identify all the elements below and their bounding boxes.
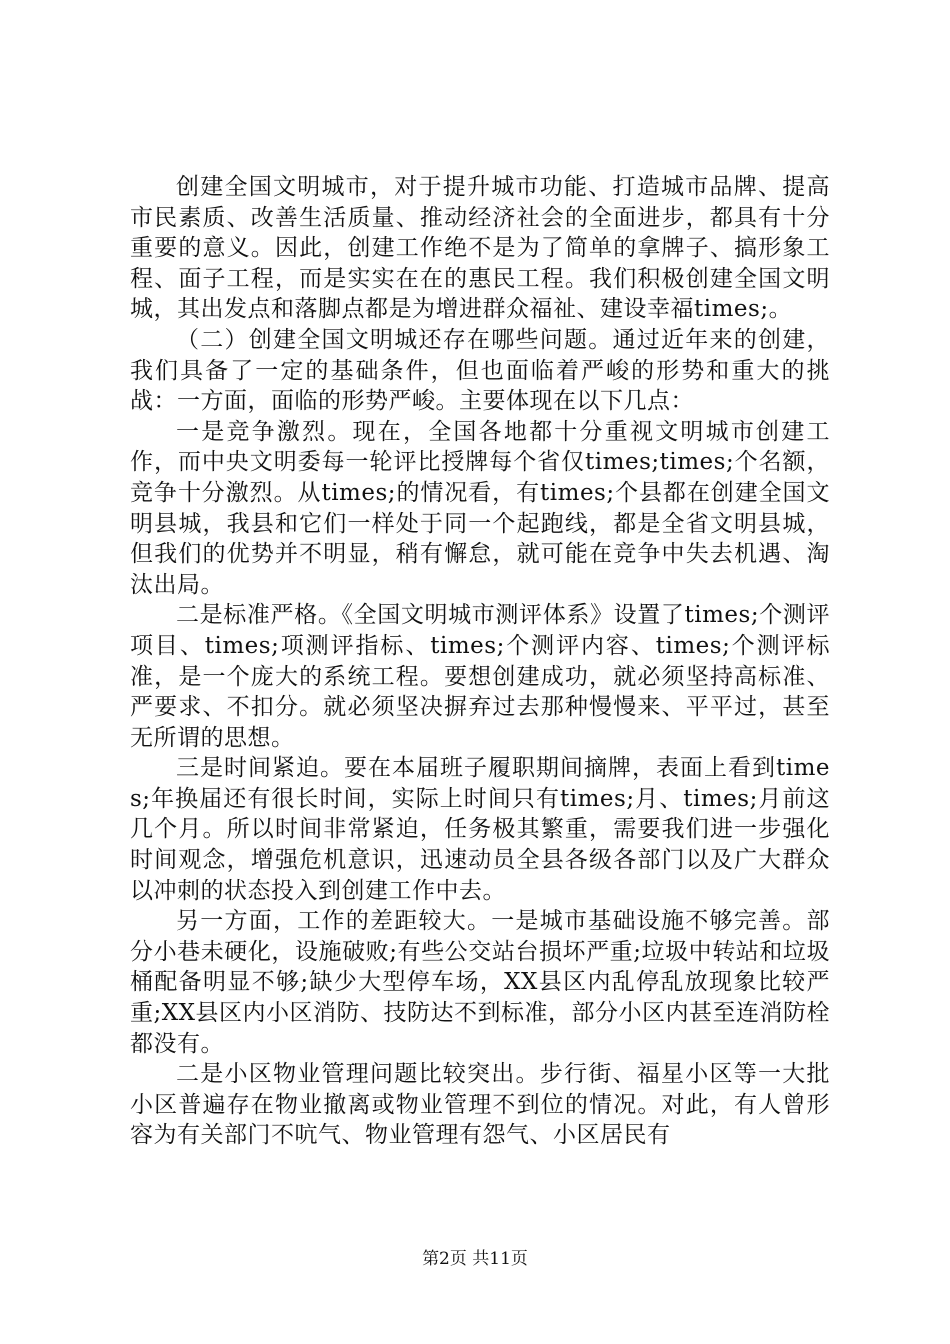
paragraph-4: 二是标准严格。《全国文明城市测评体系》设置了times;个测评项目、times;项测评指标、times;个测评内容、times;个测评标准，是一个庞大的系统工程。要想创建成功，就必须坚持高标准、严要求、不扣分。就必须坚决摒弃过去那种慢慢来、平平过，甚至无所谓的思想。 bbox=[130, 602, 830, 751]
document-body bbox=[130, 172, 830, 1151]
paragraph-5: 三是时间紧迫。要在本届班子履职期间摘牌，表面上看到times;年换届还有很长时间，实际上时间只有times;月、times;月前这几个月。所以时间非常紧迫，任务极其繁重，需要我们进一步强化时间观念，增强危机意识，迅速动员全县各级各部门以及广大群众以冲刺的状态投入到创建工作中去。 bbox=[130, 755, 830, 904]
page-footer: 第2页 共11页 bbox=[422, 1249, 528, 1269]
paragraph-6: 另一方面，工作的差距较大。一是城市基础设施不够完善。部分小巷未硬化，设施破败;有些公交站台损坏严重;垃圾中转站和垃圾桶配备明显不够;缺少大型停车场，XX县区内乱停乱放现象比较严重;XX县区内小区消防、技防达不到标准，部分小区内甚至连消防栓都没有。 bbox=[130, 908, 830, 1057]
paragraph-1: 创建全国文明城市，对于提升城市功能、打造城市品牌、提高市民素质、改善生活质量、推动经济社会的全面进步，都具有十分重要的意义。因此，创建工作绝不是为了简单的拿牌子、搞形象工程、面子工程，而是实实在在的惠民工程。我们积极创建全国文明城，其出发点和落脚点都是为增进群众福祉、建设幸福times;。 bbox=[130, 174, 830, 323]
paragraph-7: 二是小区物业管理问题比较突出。步行街、福星小区等一大批小区普遍存在物业撤离或物业管理不到位的情况。对此，有人曾形容为有关部门不吭气、物业管理有怨气、小区居民有 bbox=[130, 1061, 830, 1149]
paragraph-3: 一是竞争激烈。现在，全国各地都十分重视文明城市创建工作，而中央文明委每一轮评比授牌每个省仅times;times;个名额，竞争十分激烈。从times;的情况看，有times;个县都在创建全国文明县城，我县和它们一样处于同一个起跑线，都是全省文明县城，但我们的优势并不明显，稍有懈怠，就可能在竞争中失去机遇、淘汰出局。 bbox=[130, 418, 830, 598]
paragraph-2: （二）创建全国文明城还存在哪些问题。通过近年来的创建，我们具备了一定的基础条件，但也面临着严峻的形势和重大的挑战：一方面，面临的形势严峻。主要体现在以下几点： bbox=[130, 326, 830, 415]
